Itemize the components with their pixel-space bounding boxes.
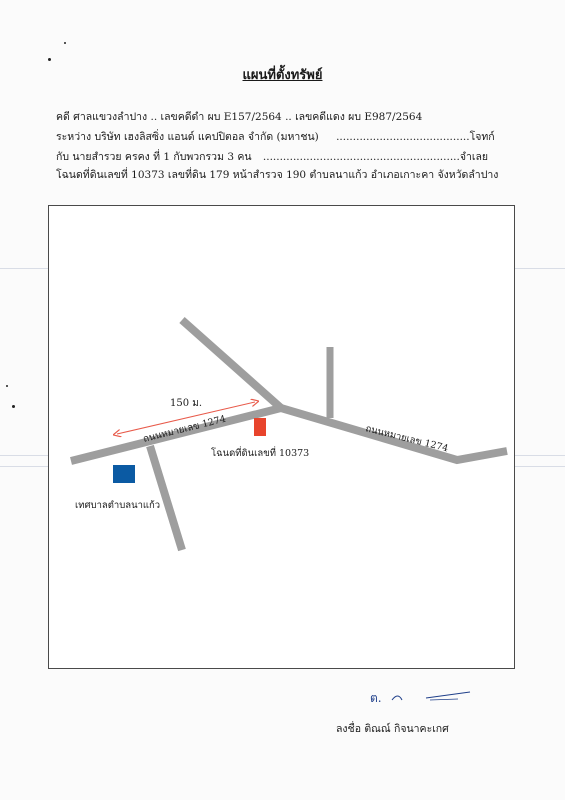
- scan-speck: [6, 385, 8, 387]
- plaintiff-line: [56, 128, 495, 145]
- case-number-line: คดี ศาลแขวงลำปาง .. เลขคดีดำ ผบ E157/2564 .. เลขคดีแดง ผบ E987/2564: [56, 111, 423, 123]
- page-title: แผนที่ตั้งทรัพย์: [242, 68, 323, 83]
- location-map: [48, 205, 515, 669]
- side-road-northwest: [182, 320, 281, 408]
- municipal-office-label: เทศบาลตำบลนาแก้ว: [75, 500, 161, 511]
- defendant-role: จำเลย: [459, 151, 489, 163]
- signature-mark: [330, 688, 480, 722]
- scan-speck: [64, 42, 66, 44]
- map-canvas: [49, 206, 514, 668]
- defendant-dots: ...........................................................: [262, 151, 460, 163]
- distance-label: 150 ม.: [170, 398, 203, 409]
- scan-speck: [48, 58, 51, 61]
- scan-speck: [12, 405, 15, 408]
- municipal-office-marker: [113, 465, 135, 483]
- signature-icon: [330, 688, 480, 718]
- road-label-right: ถนนหมายเลข 1274: [364, 423, 450, 455]
- parcel-marker: [254, 418, 266, 436]
- plaintiff-name: ระหว่าง บริษัท เฮงลิสซิ่ง แอนด์ แคปปิตอล จำกัด (มหาชน): [56, 131, 319, 143]
- plaintiff-role: โจทก์: [469, 131, 495, 143]
- title-deed-line: โฉนดที่ดินเลขที่ 10373 เลขที่ดิน 179 หน้าสำรวจ 190 ตำบลนาแก้ว อำเภอเกาะคา จังหวัดลำปาง: [56, 169, 499, 181]
- plaintiff-dots: ........................................: [336, 131, 470, 143]
- signature-initial: ต.: [370, 691, 382, 705]
- roads: [71, 320, 507, 550]
- side-road-south: [150, 446, 182, 550]
- defendant-line: [56, 148, 488, 165]
- signature-caption: ลงชื่อ ติณณ์ กิจนาคะเกศ: [336, 723, 449, 735]
- road-label-left: ถนนหมายเลข 1274: [142, 413, 228, 445]
- parcel-label: โฉนดที่ดินเลขที่ 10373: [211, 448, 310, 459]
- defendant-name: กับ นายสำรวย ครคง ที่ 1 กับพวกรวม 3 คน: [56, 151, 252, 163]
